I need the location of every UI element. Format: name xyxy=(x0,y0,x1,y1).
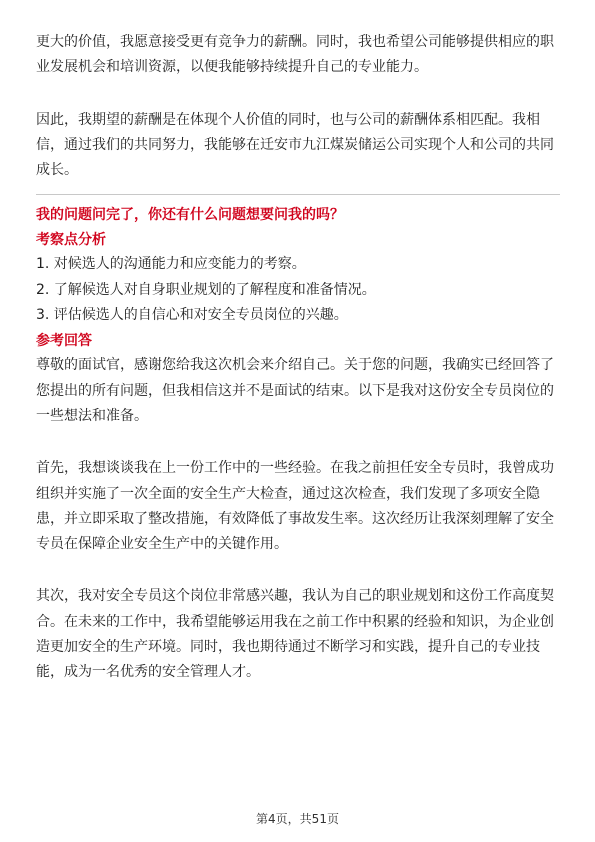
intro-paragraph-1: 更大的价值，我愿意接受更有竞争力的薪酬。同时，我也希望公司能够提供相应的职业发展机会和培训资源，以便我能够持续提升自己的专业能力。 xyxy=(36,34,554,76)
analysis-item-1: 1. 对候选人的沟通能力和应变能力的考察。 xyxy=(36,256,306,273)
page-number-label: 第4页，共51页 xyxy=(256,812,339,826)
analysis-item-3: 3. 评估候选人的自信心和对安全专员岗位的兴趣。 xyxy=(36,307,348,324)
paragraph-gap xyxy=(36,557,560,584)
analysis-item-2: 2. 了解候选人对自身职业规划的了解程度和准备情况。 xyxy=(36,281,376,298)
answer-paragraph-3: 其次，我对安全专员这个岗位非常感兴趣，我认为自己的职业规划和这份工作高度契合。在未来的工作中，我希望能够运用我在之前工作中积累的经验和知识，为企业创造更加安全的生产环境。同时，我也期待通过不断学习和实践，提升自己的专业技能，成为一名优秀的安全管理人才。 xyxy=(36,588,554,681)
paragraph-gap xyxy=(36,81,560,108)
analysis-heading: 考察点分析 xyxy=(36,232,106,249)
page-content xyxy=(36,30,560,686)
answer-paragraph-1: 尊敬的面试官，感谢您给我这次机会来介绍自己。关于您的问题，我确实已经回答了您提出的所有问题，但我相信这并不是面试的结束。以下是我对这份安全专员岗位的一些想法和准备。 xyxy=(36,357,554,424)
question-heading: 我的问题问完了，你还有什么问题想要问我的吗？ xyxy=(36,207,344,224)
intro-paragraph-2: 因此，我期望的薪酬是在体现个人价值的同时，也与公司的薪酬体系相匹配。我相信，通过我们的共同努力，我能够在迁安市九江煤炭储运公司实现个人和公司的共同成长。 xyxy=(36,111,554,179)
answer-heading: 参考回答 xyxy=(36,333,92,350)
page-footer xyxy=(0,810,595,827)
answer-paragraph-2: 首先，我想谈谈我在上一份工作中的一些经验。在我之前担任安全专员时，我曾成功组织并实施了一次全面的安全生产大检查，通过这次检查，我们发现了多项安全隐患，并立即采取了整改措施，有效降低了事故发生率。这次经历让我深刻理解了安全专员在保障企业安全生产中的关键作用。 xyxy=(36,460,554,553)
paragraph-gap xyxy=(36,429,560,456)
section-divider xyxy=(36,194,560,195)
